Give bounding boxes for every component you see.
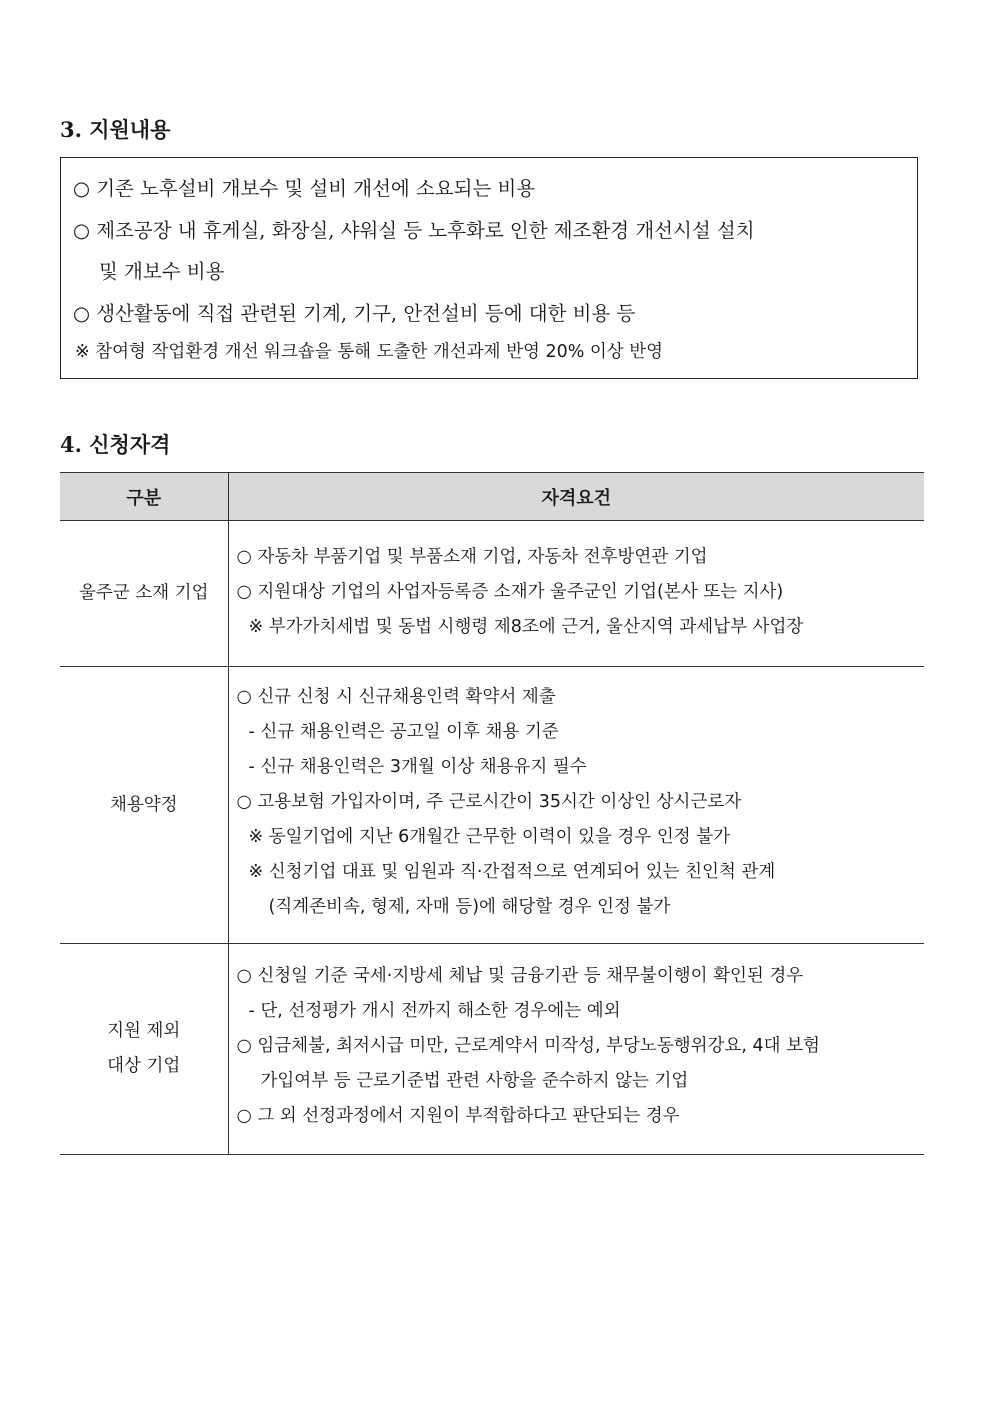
support-note: ※ 참여형 작업환경 개선 워크숍을 통해 도출한 개선과제 반영 20% 이상 반영 (75, 342, 664, 362)
header-requirements: 자격요건 (228, 473, 924, 521)
row-requirements (228, 944, 924, 1155)
requirement-note-continued: (직계존비속, 형제, 자매 등)에 해당할 경우 인정 불가 (268, 897, 671, 917)
requirement-subline: - 단, 선정평가 개시 전까지 해소한 경우에는 예외 (248, 1001, 621, 1021)
requirement-line: ○ 임금체불, 최저시급 미만, 근로계약서 미작성, 부당노동행위강요, 4대 보험 (236, 1036, 820, 1056)
requirement-line: ○ 고용보험 가입자이며, 주 근로시간이 35시간 이상인 상시근로자 (236, 792, 742, 812)
table-row (60, 944, 924, 1155)
row-requirements (228, 521, 924, 667)
support-item: ○ 제조공장 내 휴게실, 화장실, 샤워실 등 노후화로 인한 제조환경 개선시설 설치 (73, 219, 755, 242)
requirement-note: ※ 신청기업 대표 및 임원과 직·간접적으로 연계되어 있는 친인척 관계 (248, 862, 776, 882)
header-category: 구분 (60, 473, 228, 521)
requirement-line: ○ 신청일 기준 국세·지방세 체납 및 금융기관 등 채무불이행이 확인된 경우 (236, 966, 804, 986)
requirement-subline: - 신규 채용인력은 공고일 이후 채용 기준 (248, 722, 559, 742)
row-category (60, 667, 228, 944)
requirement-note: ※ 동일기업에 지난 6개월간 근무한 이력이 있을 경우 인정 불가 (248, 827, 731, 847)
eligibility-table (60, 472, 924, 1155)
table-row (60, 521, 924, 667)
support-content-box (60, 157, 918, 379)
category-label: 대상 기업 (107, 1056, 181, 1076)
support-item: ○ 기존 노후설비 개보수 및 설비 개선에 소요되는 비용 (73, 177, 536, 200)
category-label: 울주군 소재 기업 (79, 583, 209, 603)
row-category (60, 944, 228, 1155)
table-row (60, 667, 924, 944)
requirement-line-continued: 가입여부 등 근로기준법 관련 사항을 준수하지 않는 기업 (260, 1071, 689, 1091)
requirement-line: ○ 그 외 선정과정에서 지원이 부적합하다고 판단되는 경우 (236, 1106, 680, 1126)
requirement-note: ※ 부가가치세법 및 동법 시행령 제8조에 근거, 울산지역 과세납부 사업장 (248, 617, 804, 637)
section-4-title: 4. 신청자격 (60, 432, 171, 457)
category-label: 지원 제외 (107, 1021, 181, 1041)
table-header-row (60, 473, 924, 521)
requirement-line: ○ 자동차 부품기업 및 부품소재 기업, 자동차 전후방연관 기업 (236, 547, 708, 567)
support-item-continued: 및 개보수 비용 (99, 260, 225, 283)
row-requirements (228, 667, 924, 944)
requirement-line: ○ 지원대상 기업의 사업자등록증 소재가 울주군인 기업(본사 또는 지사) (236, 582, 784, 602)
category-label: 채용약정 (109, 794, 178, 815)
section-3-title: 3. 지원내용 (60, 117, 171, 142)
requirement-subline: - 신규 채용인력은 3개월 이상 채용유지 필수 (248, 757, 587, 777)
row-category (60, 521, 228, 667)
requirement-line: ○ 신규 신청 시 신규채용인력 확약서 제출 (236, 687, 556, 707)
support-item: ○ 생산활동에 직접 관련된 기계, 기구, 안전설비 등에 대한 비용 등 (73, 302, 636, 325)
